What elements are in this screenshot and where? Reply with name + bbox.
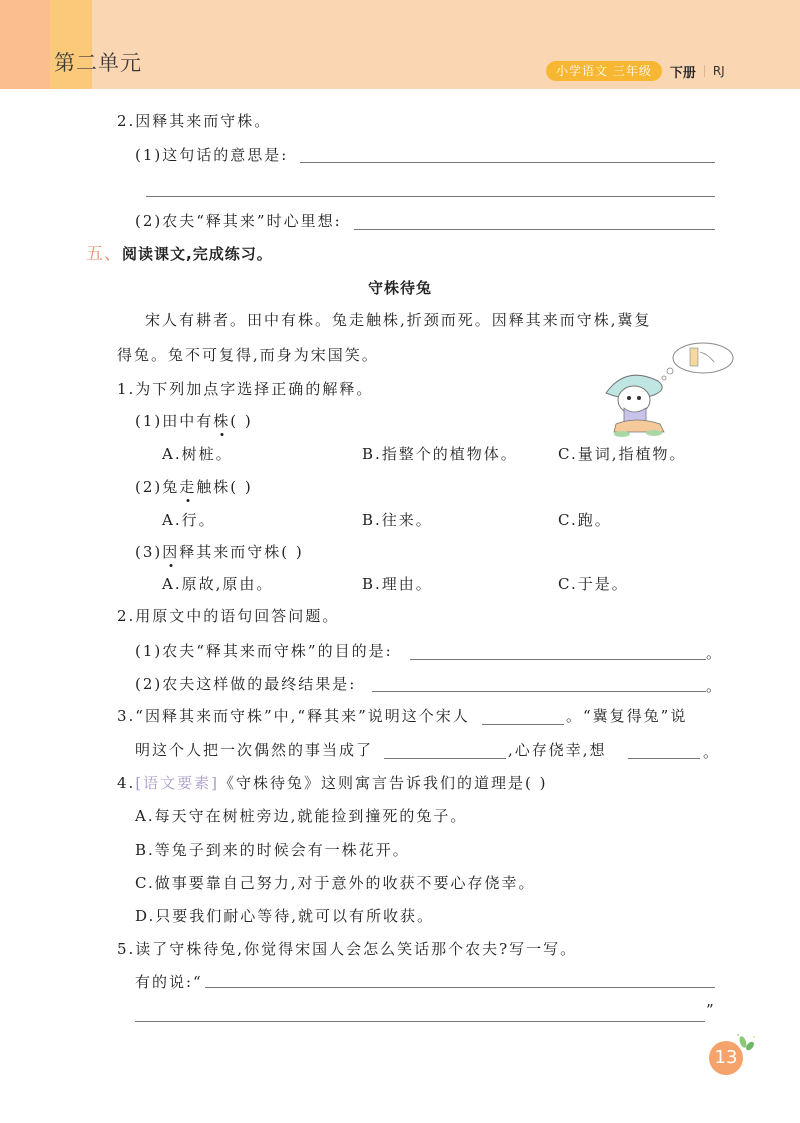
answer-blank[interactable]: [205, 987, 715, 988]
close-quote: ”: [706, 1001, 716, 1019]
q1-item-2: [135, 477, 253, 497]
item-text: (2)兔: [135, 478, 180, 496]
option-c[interactable]: C.跑。: [558, 511, 612, 529]
answer-paren[interactable]: 释其来而守株( ): [179, 543, 304, 561]
question-title: 2.因释其来而守株。: [117, 112, 272, 130]
emphasized-char: 走: [179, 478, 197, 496]
unit-title: 第二单元: [54, 51, 142, 75]
edition-label: RJ: [712, 64, 725, 78]
period: 。: [706, 644, 724, 662]
q1-item-3: [135, 542, 304, 562]
option-d[interactable]: D.只要我们耐心等待,就可以有所收获。: [135, 907, 435, 925]
q2-sub-1: (1)农夫“释其来而守株”的目的是:: [135, 642, 393, 660]
answer-blank[interactable]: [354, 229, 715, 230]
q1-title: 1.为下列加点字选择正确的解释。: [117, 380, 374, 398]
q5-prompt: 有的说:“: [135, 973, 203, 991]
q2-sub-2: (2)农夫这样做的最终结果是:: [135, 675, 357, 693]
answer-paren[interactable]: ( ): [230, 412, 253, 430]
q5-title: 5.读了守株待兔,你觉得宋国人会怎么笑话那个农夫?写一写。: [117, 940, 578, 958]
q3-line-2a: 明这个人把一次偶然的事当成了: [135, 741, 374, 759]
skill-tag: [语文要素]: [135, 774, 220, 792]
option-a[interactable]: A.每天守在树桩旁边,就能捡到撞死的兔子。: [135, 807, 468, 825]
option-a[interactable]: A.原故,原由。: [162, 575, 274, 593]
q3-line-1b: 。“冀复得兔”说: [566, 707, 688, 725]
header-accent-strip: [0, 0, 50, 89]
answer-blank[interactable]: [300, 162, 715, 163]
q4-title: [117, 773, 548, 793]
question-number: 4.: [117, 774, 136, 792]
passage-line: 得兔。兔不可复得,而身为宋国笑。: [117, 346, 379, 364]
section-number: 五、: [86, 244, 122, 264]
divider: [704, 65, 705, 77]
leaf-icon: [735, 1032, 759, 1056]
option-c[interactable]: C.做事要靠自己努力,对于意外的收获不要心存侥幸。: [135, 874, 536, 892]
item-text: (1)田中有: [135, 412, 214, 430]
farmer-illustration: [598, 338, 738, 438]
q1-item-1: [135, 411, 253, 431]
answer-blank[interactable]: [410, 659, 706, 660]
answer-blank[interactable]: [628, 758, 700, 759]
option-b[interactable]: B.理由。: [362, 575, 433, 593]
period: 。: [706, 677, 724, 695]
section-title: 阅读课文,完成练习。: [122, 245, 273, 263]
option-a[interactable]: A.树桩。: [162, 445, 233, 463]
answer-paren[interactable]: 触株( ): [196, 478, 253, 496]
option-c[interactable]: C.于是。: [558, 575, 629, 593]
q3-line-1a: 3.“因释其来而守株”中,“释其来”说明这个宋人: [117, 707, 470, 725]
question-sub-1: (1)这句话的意思是:: [135, 146, 289, 164]
option-a[interactable]: A.行。: [162, 511, 216, 529]
answer-blank[interactable]: [384, 758, 506, 759]
question-text: 《守株待兔》这则寓言告诉我们的道理是( ): [219, 774, 548, 792]
item-text: (3): [135, 543, 163, 561]
option-c[interactable]: C.量词,指植物。: [558, 445, 687, 463]
q2-title: 2.用原文中的语句回答问题。: [117, 607, 340, 625]
volume-label: 下册: [669, 65, 696, 81]
q3-line-2b: ,心存侥幸,想: [508, 741, 607, 759]
answer-blank[interactable]: [372, 691, 706, 692]
question-sub-2: (2)农夫“释其来”时心里想:: [135, 212, 342, 230]
answer-blank[interactable]: [135, 1021, 705, 1022]
subject-badge: 小学语文 三年级: [546, 61, 662, 81]
emphasized-char: 株: [213, 412, 231, 430]
option-b[interactable]: B.往来。: [362, 511, 433, 529]
page-header: [0, 0, 800, 89]
option-b[interactable]: B.等兔子到来的时候会有一株花开。: [135, 841, 410, 859]
emphasized-char: 因: [162, 543, 180, 561]
page-number-badge: 13: [709, 1041, 743, 1075]
section-heading: [86, 244, 273, 264]
period: 。: [703, 743, 721, 761]
passage-line: 宋人有耕者。田中有株。兔走触株,折颈而死。因释其来而守株,冀复: [145, 311, 652, 329]
option-b[interactable]: B.指整个的植物体。: [362, 445, 518, 463]
book-meta: [546, 61, 725, 81]
story-title: 守株待兔: [368, 279, 433, 297]
answer-blank[interactable]: [482, 724, 564, 725]
answer-blank[interactable]: [146, 196, 715, 197]
